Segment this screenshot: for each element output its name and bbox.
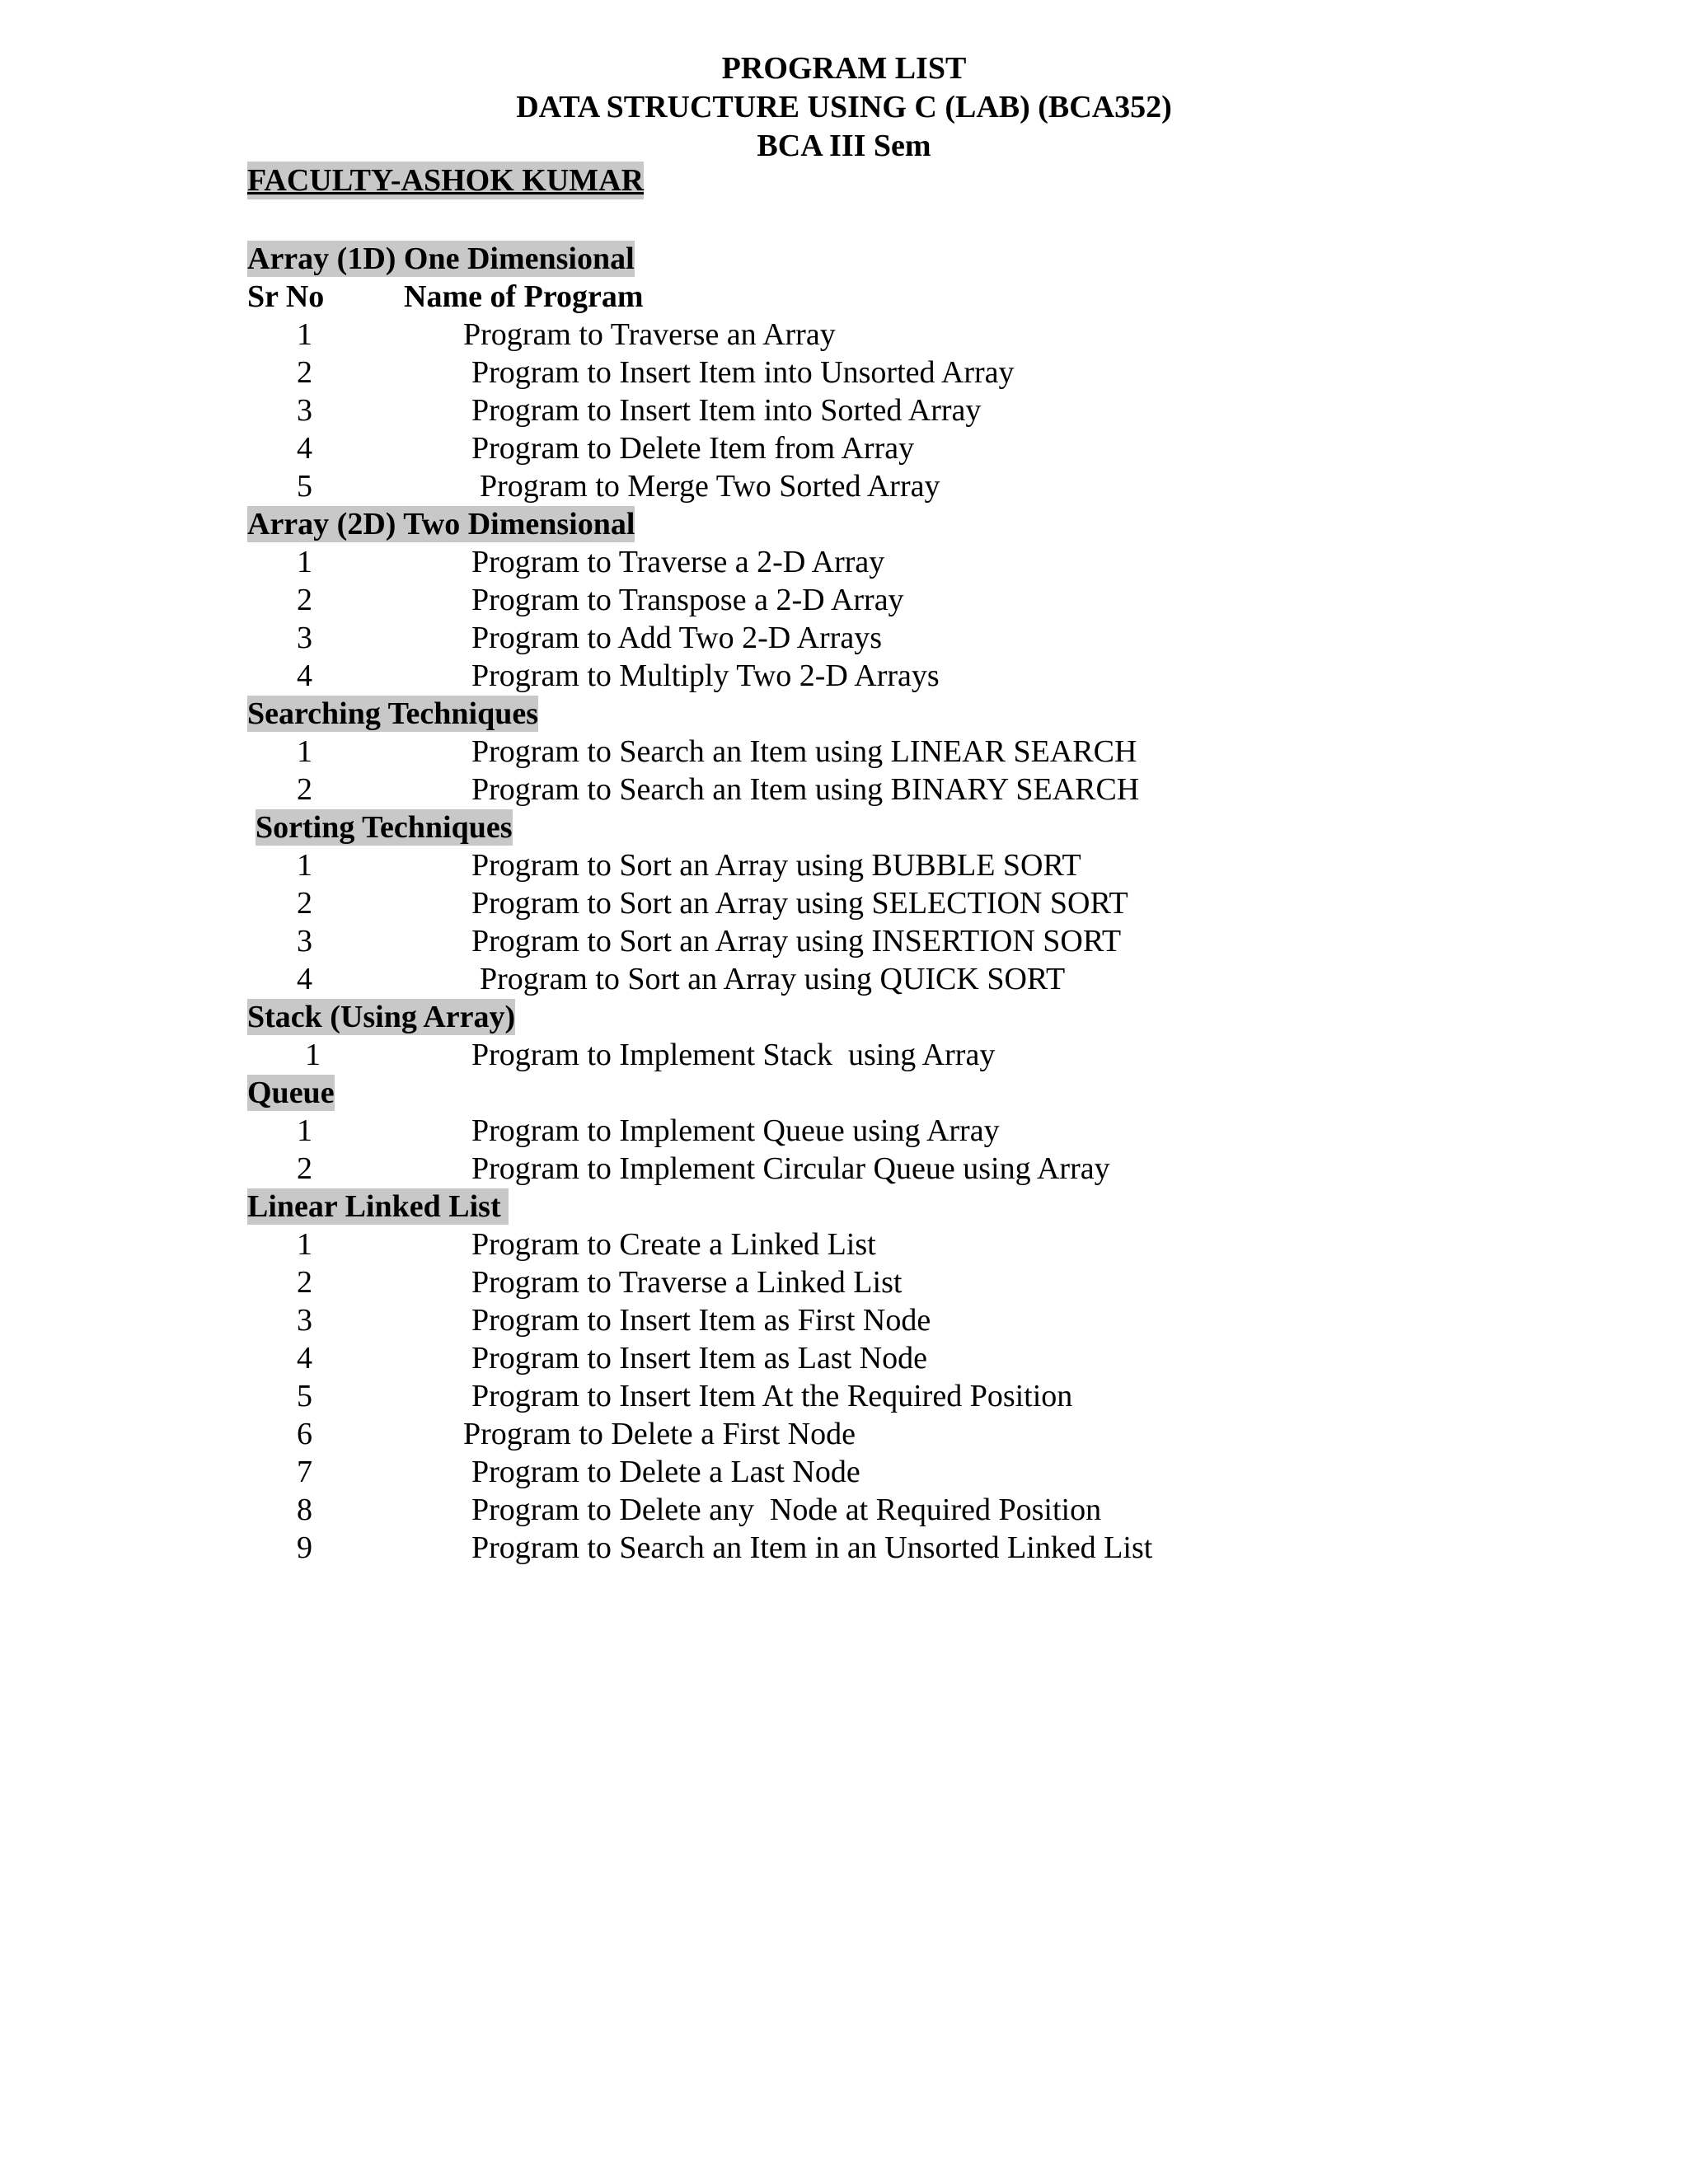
program-name: Program to Implement Stack using Array — [471, 1038, 996, 1072]
faculty-name: FACULTY-ASHOK KUMAR — [247, 163, 645, 198]
item-number: 2 — [297, 355, 312, 390]
section-title-stack: Stack (Using Array) — [247, 1000, 516, 1034]
column-header-sr-no: Sr No — [247, 279, 325, 314]
program-name: Program to Insert Item as Last Node — [471, 1341, 927, 1376]
item-number: 3 — [297, 621, 312, 655]
section-title-linked-list: Linear Linked List — [247, 1189, 509, 1224]
item-number: 3 — [297, 393, 312, 428]
program-name: Program to Insert Item into Sorted Array — [471, 393, 982, 428]
program-name: Program to Delete a Last Node — [471, 1455, 860, 1489]
program-name: Program to Search an Item in an Unsorted Linked List — [471, 1530, 1153, 1565]
item-number: 1 — [297, 848, 312, 883]
item-number: 1 — [305, 1038, 321, 1072]
item-number: 3 — [297, 1303, 312, 1338]
item-number: 4 — [297, 1341, 312, 1376]
program-name: Program to Sort an Array using INSERTION SORT — [471, 924, 1122, 958]
page-title: PROGRAM LIST — [721, 51, 967, 86]
item-number: 2 — [297, 1151, 312, 1186]
item-number: 1 — [297, 317, 312, 352]
item-number: 2 — [297, 886, 312, 921]
item-number: 6 — [297, 1417, 312, 1451]
program-name: Program to Merge Two Sorted Array — [480, 469, 940, 504]
section-title-queue: Queue — [247, 1076, 335, 1110]
section-title-array-2d: Array (2D) Two Dimensional — [247, 507, 635, 541]
program-name: Program to Delete a First Node — [463, 1417, 856, 1451]
item-number: 5 — [297, 469, 312, 504]
item-number: 1 — [297, 734, 312, 769]
program-name: Program to Search an Item using BINARY SEARCH — [471, 772, 1140, 807]
program-name: Program to Traverse a Linked List — [471, 1265, 903, 1300]
program-name: Program to Create a Linked List — [471, 1227, 876, 1262]
item-number: 7 — [297, 1455, 312, 1489]
section-title-searching: Searching Techniques — [247, 696, 539, 731]
program-name: Program to Delete Item from Array — [471, 431, 915, 466]
item-number: 2 — [297, 583, 312, 617]
item-number: 2 — [297, 1265, 312, 1300]
item-number: 4 — [297, 658, 312, 693]
program-name: Program to Traverse a 2-D Array — [471, 545, 885, 579]
program-name: Program to Sort an Array using BUBBLE SORT — [471, 848, 1081, 883]
program-name: Program to Sort an Array using QUICK SORT — [480, 962, 1066, 996]
item-number: 8 — [297, 1493, 312, 1527]
program-name: Program to Insert Item At the Required Position — [471, 1379, 1073, 1413]
item-number: 5 — [297, 1379, 312, 1413]
program-name: Program to Implement Circular Queue using Array — [471, 1151, 1110, 1186]
semester-title: BCA III Sem — [757, 129, 931, 163]
item-number: 4 — [297, 962, 312, 996]
program-name: Program to Implement Queue using Array — [471, 1113, 1000, 1148]
item-number: 9 — [297, 1530, 312, 1565]
subject-title: DATA STRUCTURE USING C (LAB) (BCA352) — [516, 90, 1172, 124]
item-number: 4 — [297, 431, 312, 466]
program-name: Program to Sort an Array using SELECTION SORT — [471, 886, 1128, 921]
section-title-array-1d: Array (1D) One Dimensional — [247, 241, 635, 276]
program-name: Program to Add Two 2-D Arrays — [471, 621, 882, 655]
program-name: Program to Transpose a 2-D Array — [471, 583, 904, 617]
item-number: 1 — [297, 545, 312, 579]
item-number: 1 — [297, 1113, 312, 1148]
section-title-sorting: Sorting Techniques — [256, 810, 513, 845]
program-name: Program to Search an Item using LINEAR SEARCH — [471, 734, 1137, 769]
program-name: Program to Multiply Two 2-D Arrays — [471, 658, 940, 693]
item-number: 2 — [297, 772, 312, 807]
program-name: Program to Traverse an Array — [463, 317, 836, 352]
column-header-name: Name of Program — [404, 279, 644, 314]
item-number: 1 — [297, 1227, 312, 1262]
program-name: Program to Insert Item as First Node — [471, 1303, 931, 1338]
program-name: Program to Insert Item into Unsorted Array — [471, 355, 1015, 390]
item-number: 3 — [297, 924, 312, 958]
program-name: Program to Delete any Node at Required Position — [471, 1493, 1102, 1527]
